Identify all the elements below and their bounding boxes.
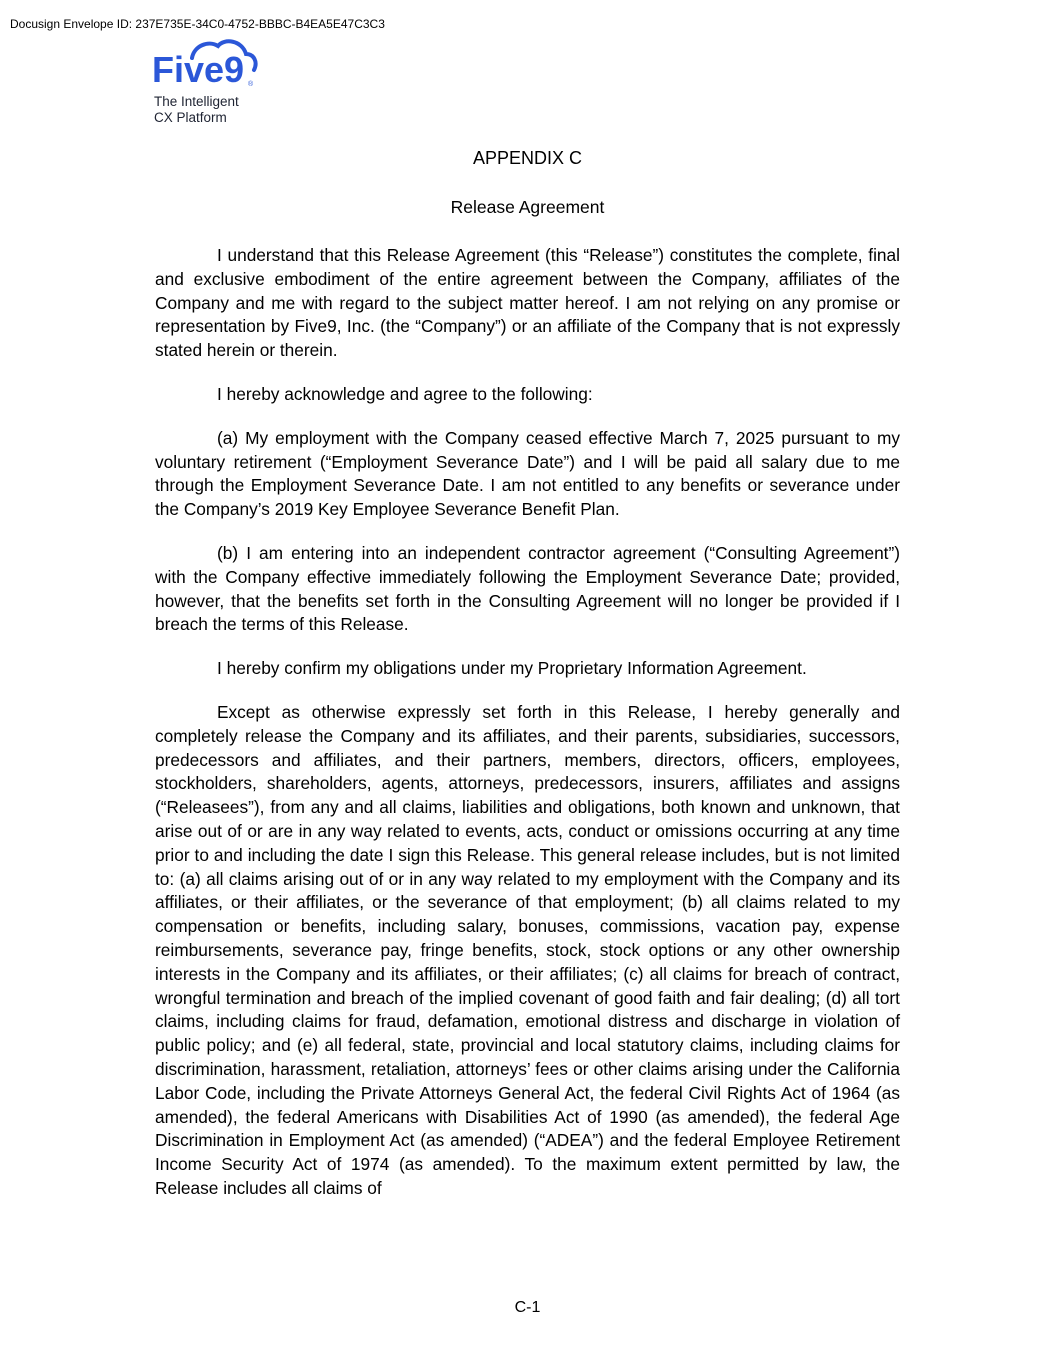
document-subtitle: Release Agreement bbox=[450, 197, 605, 217]
five9-logo bbox=[152, 36, 262, 131]
paragraph-entire-agreement: I understand that this Release Agreement (this “Release”) constitutes the complete, final and exclusive embodiment of the entire agreement between the Company, affiliates of the Company and me with regard to the subject matter hereof. I am not relying on any promise or representation by Five9, Inc. (the “Company”) or an affiliate of the Company that is not expressly stated herein or therein. bbox=[155, 245, 900, 361]
svg-text:®: ® bbox=[248, 81, 254, 88]
paragraph-general-release: Except as otherwise expressly set forth in this Release, I hereby generally and completely release the Company and its affiliates, and their parents, subsidiaries, successors, predecessors and affiliates, and their partners, members, directors, officers, employees, stockholders, shareholders, agents, attorneys, predecessors, insurers, affiliates and assigns (“Releasees”), from any and all claims, liabilities and obligations, both known and unknown, that arise out of or are in any way related to events, acts, conduct or omissions occurring at any time prior to and including the date I sign this Release. This general release includes, but is not limited to: (a) all claims arising out of or in any way related to my employment with the Company and its affiliates, or their affiliates, or the severance of that employment; (b) all claims related to my compensation or benefits, including salary, bonuses, commissions, vacation pay, expense reimbursements, severance pay, fringe benefits, stock, stock options or any other ownership interests in the Company and its affiliates, or their affiliates; (c) all claims for breach of contract, wrongful termination and breach of the implied covenant of good faith and fair dealing; (d) all tort claims, including claims for fraud, defamation, emotional distress and discharge in violation of public policy; and (e) all federal, state, provincial and local statutory claims, including claims for discrimination, harassment, retaliation, attorneys’ fees or other claims arising under the California Labor Code, including the Private Attorneys General Act, the federal Civil Rights Act of 1964 (as amended), the federal Americans with Disabilities Act of 1990 (as amended), the federal Age Discrimination in Employment Act (as amended) (“ADEA”) and the federal Employee Retirement Income Security Act of 1974 (as amended). To the maximum extent permitted by law, the Release includes all claims of bbox=[155, 701, 900, 1198]
docusign-envelope-id: Docusign Envelope ID: 237E735E-34C0-4752-BBBC-B4EA5E47C3C3 bbox=[10, 17, 385, 31]
five9-wordmark-icon bbox=[152, 36, 262, 92]
paragraph-item-b: (b) I am entering into an independent contractor agreement (“Consulting Agreement”) with the Company effective immediately following the Employment Severance Date; provided, however, that the benefits set forth in the Consulting Agreement will no longer be provided if I breach the terms of this Release. bbox=[155, 542, 900, 635]
logo-tagline-line2: CX Platform bbox=[154, 110, 227, 125]
document-body bbox=[155, 244, 900, 1221]
page-number: C-1 bbox=[514, 1299, 541, 1316]
paragraph-acknowledgement: I hereby acknowledge and agree to the following: bbox=[217, 383, 593, 404]
document-title: APPENDIX C bbox=[472, 148, 583, 168]
logo-brand-text: Five9 bbox=[152, 49, 245, 90]
logo-tagline-line1: The Intelligent bbox=[154, 94, 239, 109]
paragraph-item-a: (a) My employment with the Company ceased effective March 7, 2025 pursuant to my voluntary retirement (“Employment Severance Date”) and I will be paid all salary due to me through the Employment Severance Date. I am not entitled to any benefits or severance under the Company’s 2019 Key Employee Severance Benefit Plan. bbox=[155, 427, 900, 520]
paragraph-confirmation: I hereby confirm my obligations under my Proprietary Information Agreement. bbox=[217, 658, 807, 679]
